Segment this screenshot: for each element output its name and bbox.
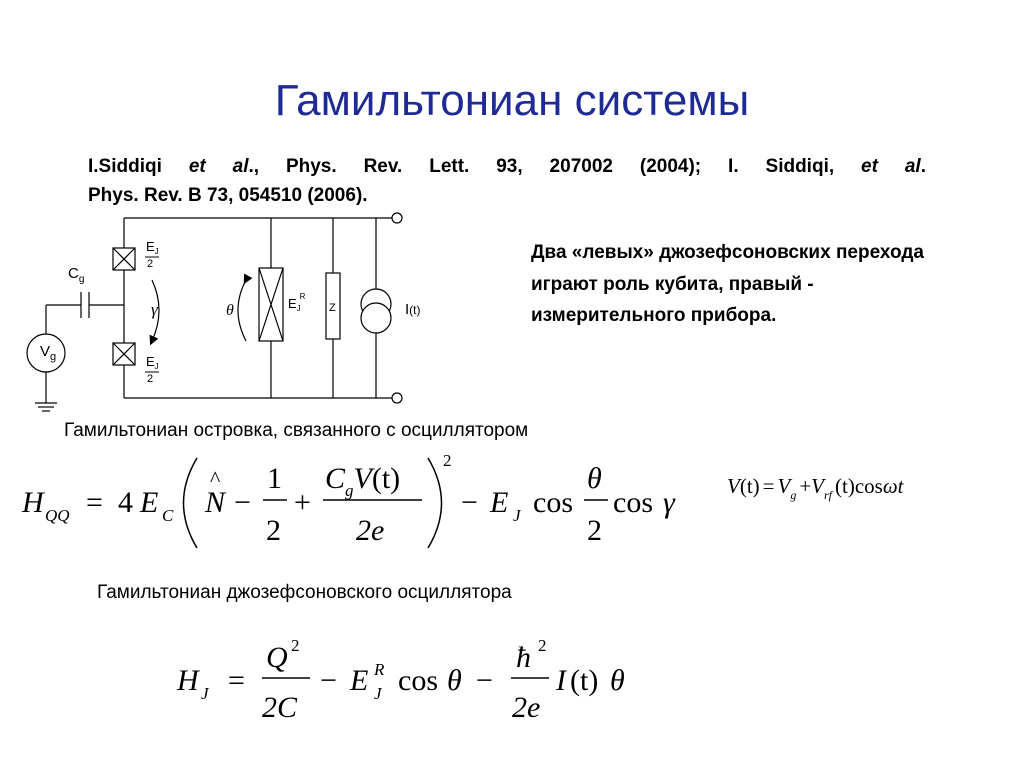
- hj-theta: θ: [447, 664, 462, 697]
- hqq-h-sub: QQ: [45, 506, 70, 525]
- equation-hj: [176, 636, 625, 724]
- hj-i: I: [556, 664, 566, 697]
- hqq-n: N: [205, 486, 226, 519]
- circuit-diagram: [27, 213, 402, 411]
- hj-hbar-exp: 2: [538, 636, 547, 655]
- hqq-cos2: cos: [613, 486, 653, 519]
- hqq-left-paren: [184, 458, 198, 548]
- label-ej-top-den: 2: [147, 258, 154, 270]
- hqq-four: 4: [118, 486, 133, 519]
- hj-e-sup: R: [374, 660, 385, 679]
- hj-cos: cos: [398, 664, 438, 697]
- description-text: Два «левых» джозефсоновских перехода играют роль кубита, правый - измерительного прибора.: [531, 242, 924, 326]
- label-ej-top: $E_J$: [146, 239, 159, 256]
- hj-theta2: θ: [610, 664, 625, 697]
- hqq-h: H: [22, 486, 44, 519]
- reference-etal-2: et al: [861, 156, 921, 177]
- caption-island-hamiltonian: Гамильтониан островка, связанного с осциллятором: [64, 420, 529, 441]
- ground-symbol: [35, 403, 57, 411]
- reference-part-3: .: [920, 156, 926, 177]
- reference-line-2: Phys. Rev. B 73, 054510 (2006).: [88, 185, 368, 206]
- josephson-junction-top: [113, 248, 135, 270]
- label-ej-bottom-den: 2: [147, 373, 154, 385]
- hqq-plus: +: [294, 486, 311, 519]
- hj-e-sub: J: [374, 684, 382, 703]
- hj-e: E: [350, 664, 369, 697]
- josephson-junction-bottom: [113, 343, 135, 365]
- hj-den2: 2e: [512, 691, 541, 724]
- label-theta: θ: [226, 302, 234, 319]
- hqq-minus1: −: [234, 486, 251, 519]
- reference-part-1: I.Siddiqi: [88, 156, 189, 177]
- hj-h: H: [177, 664, 199, 697]
- label-cg: $C_g$: [68, 265, 85, 285]
- terminal-top: [392, 213, 402, 223]
- hqq-frac-num: $C_gV(t)$: [325, 462, 401, 500]
- hj-q: Q: [266, 641, 288, 674]
- hj-eq: =: [228, 664, 245, 697]
- label-current: I(t): [405, 301, 421, 318]
- hj-q-exp: 2: [291, 636, 300, 655]
- hqq-n-hat: ^: [210, 466, 221, 491]
- hj-h-sub: J: [201, 684, 209, 703]
- current-source: [361, 289, 391, 333]
- reference-etal-1: et al: [188, 156, 249, 177]
- hqq-ec-sub: C: [162, 506, 174, 525]
- hqq-frac-den: 2e: [356, 514, 385, 547]
- hqq-cos1: cos: [533, 486, 573, 519]
- hqq-half-num: 1: [267, 462, 282, 495]
- theta-arc: [238, 280, 246, 341]
- hj-i-t: (t): [570, 664, 599, 697]
- label-vg: $V_g$: [40, 343, 57, 363]
- hqq-ej: E: [490, 486, 509, 519]
- terminal-bottom: [392, 393, 402, 403]
- hqq-ec: E: [140, 486, 159, 519]
- equation-hqq: [21, 451, 676, 548]
- label-ejr: $E_JR$: [288, 292, 306, 313]
- hqq-theta: θ: [587, 462, 602, 495]
- slide-title: Гамильтониан системы: [274, 76, 750, 125]
- hqq-gamma: γ: [663, 486, 675, 519]
- hqq-half-den: 2: [266, 514, 281, 547]
- hj-den1: 2C: [262, 691, 298, 724]
- hj-hbar: ħ: [516, 641, 531, 674]
- hqq-ej-sub: J: [513, 506, 521, 525]
- hqq-eq: =: [86, 486, 103, 519]
- caption-oscillator-hamiltonian: Гамильтониан джозефсоновского осциллятора: [97, 582, 512, 603]
- reference-part-2: ., Phys. Rev. Lett. 93, 207002 (2004); I. Siddiqi,: [248, 156, 862, 177]
- vt-expression: $V(t) = V_g +V_{rf}$ (t)cosωt: [727, 474, 904, 502]
- hqq-right-paren: [428, 458, 442, 548]
- label-z: Z: [329, 302, 336, 314]
- readout-josephson-junction: [259, 268, 283, 341]
- equation-vt: [727, 474, 905, 502]
- label-ej-bottom: $E_J$: [146, 354, 159, 371]
- hj-minus2: −: [476, 664, 493, 697]
- hj-minus1: −: [320, 664, 337, 697]
- label-gamma: γ: [151, 300, 158, 319]
- gate-capacitor: [81, 292, 89, 318]
- hqq-theta-den: 2: [587, 514, 602, 547]
- hqq-minus2: −: [461, 486, 478, 519]
- hqq-exp: 2: [443, 451, 452, 470]
